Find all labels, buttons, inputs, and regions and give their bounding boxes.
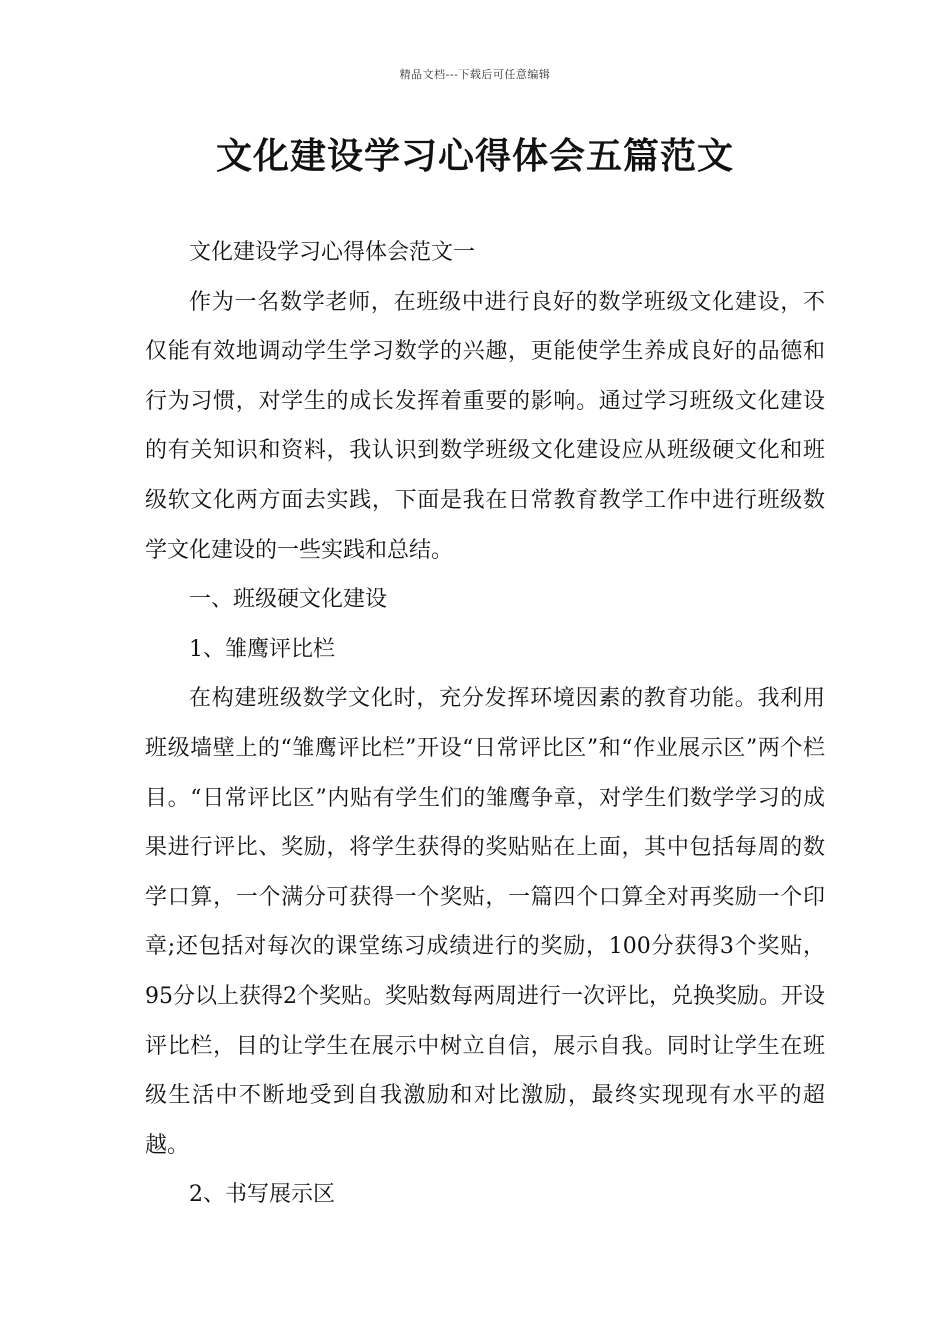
body-paragraph: 在构建班级数学文化时，充分发挥环境因素的教育功能。我利用班级墙壁上的“雏鹰评比栏”开设“日常评比区”和“作业展示区”两个栏目。“日常评比区”内贴有学生们的雏鹰争章，对学生们数学学习的成果进行评比、奖励，将学生获得的奖贴贴在上面，其中包括每周的数学口算，一个满分可获得一个奖贴，一篇四个口算全对再奖励一个印章;还包括对每次的课堂练习成绩进行的奖励，100分获得3个奖贴，95分以上获得2个奖贴。奖贴数每两周进行一次评比，兑换奖励。开设评比栏，目的让学生在展示中树立自信，展示自我。同时让学生在班级生活中不断地受到自我激励和对比激励，最终实现现有水平的超越。 bbox=[145, 686, 825, 1158]
subsection-heading: 2、书写展示区 bbox=[189, 1182, 335, 1208]
section-heading: 一、班级硬文化建设 bbox=[189, 587, 388, 613]
document-title: 文化建设学习心得体会五篇范文 bbox=[215, 135, 734, 177]
header-note: 精品文档---下载后可任意编辑 bbox=[399, 68, 551, 81]
section-heading: 文化建设学习心得体会范文一 bbox=[189, 240, 476, 265]
document-body bbox=[145, 228, 825, 1220]
body-paragraph: 作为一名数学老师，在班级中进行良好的数学班级文化建设，不仅能有效地调动学生学习数学的兴趣，更能使学生养成良好的品德和行为习惯，对学生的成长发挥着重要的影响。通过学习班级文化建设的有关知识和资料，我认识到数学班级文化建设应从班级硬文化和班级软文化两方面去实践，下面是我在日常教育教学工作中进行班级数学文化建设的一些实践和总结。 bbox=[145, 289, 825, 563]
subsection-heading: 1、雏鹰评比栏 bbox=[189, 636, 335, 662]
